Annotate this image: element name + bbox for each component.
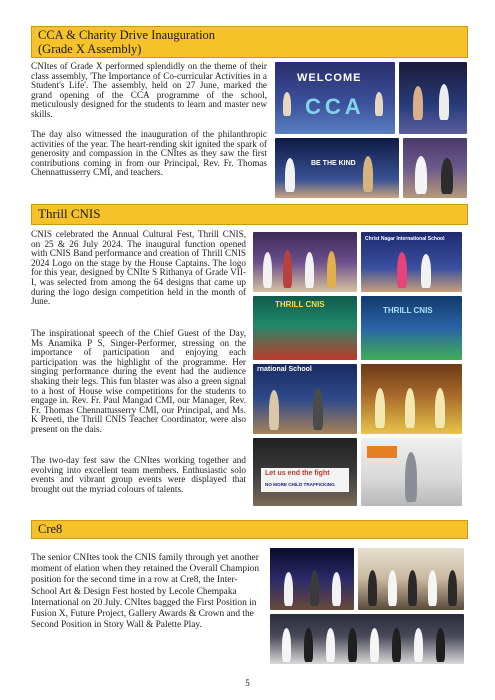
photo-text-be-kind: BE THE KIND (311, 160, 356, 167)
photo-figure (408, 570, 417, 606)
photo-figure (305, 252, 314, 288)
cre8-paragraph: The senior CNItes took the CNIS family through yet another moment of elation when they retained the Overall Champion position for the second time in a row at Cre8, the Inter-School Art & Design Fest hosted by Lecole Chempaka International on 20 July. CNItes bagged the First Position in Fusion X, Future Project, Gallery Awards & Crown and the Second Position in Story Wall & Palette Play. (31, 553, 260, 631)
photo-stage-girls (253, 232, 357, 292)
section-title-cre8: Cre8 (31, 520, 468, 539)
photo-contribution (403, 138, 467, 198)
photo-dance-green (361, 296, 462, 360)
photo-figure (313, 388, 323, 430)
photo-be-kind-skit (275, 138, 399, 198)
photo-figure (405, 452, 417, 502)
photo-figure (436, 628, 445, 662)
photo-figure (405, 388, 415, 428)
photo-figure (375, 92, 383, 116)
photo-figure (375, 388, 385, 428)
photo-text-intl-school: rnational School (257, 366, 312, 373)
photo-team-group (358, 548, 464, 610)
thrill-paragraph-1: CNIS celebrated the Annual Cultural Fest, Thrill CNIS, on 25 & 26 July 2024. The inaugural function opened with CNIS Band performance and creation of Thrill CNIS 2024 Logo on the stage by the House Captains. The logo for this year, designed by CNIte S Rithanya of Grade VII-I, was selected from among the 64 designs that came up during the logo design competition held in the month of June. (31, 229, 246, 307)
cca-paragraph-1: CNItes of Grade X performed splendidly on the theme of their class assembly, 'The Importance of Co-curricular Activities in a Student's Life'. The assembly, held on 27 June, marked the grand opening of the CCA programme of the school, meticulously designed for the students to learn and master new skills. (31, 61, 267, 119)
photo-figure (283, 92, 291, 116)
cre8-photo-collage (270, 548, 464, 664)
photo-figure (370, 628, 379, 662)
photo-stage-welcome (275, 62, 395, 134)
photo-text-school: Christ Nagar International School (365, 236, 445, 242)
photo-figure (363, 156, 373, 192)
photo-figure (282, 628, 291, 662)
photo-dance-red (253, 296, 357, 360)
photo-figure (269, 390, 279, 430)
photo-figure (428, 570, 437, 606)
section-title-cca: CCA & Charity Drive Inauguration (Grade X Assembly) (31, 26, 468, 58)
photo-figure (415, 156, 427, 194)
cca-paragraph-2: The day also witnessed the inauguration of the philanthropic activities of the year. The heart-rending skit ignited the spark of generosity and compassion in the CNItes as they saw the first contributions coming in from our Principal, Rev. Fr. Thomas Chennattusserry CMI, and teachers. (31, 129, 267, 178)
photo-figure (413, 86, 423, 120)
thrill-photo-collage (253, 232, 462, 506)
photo-figure (326, 628, 335, 662)
photo-figure (285, 158, 295, 192)
photo-text-let-us-end: Let us end the fight (265, 470, 330, 477)
photo-figure (414, 628, 423, 662)
photo-wall-sign (367, 446, 397, 458)
photo-figure (304, 628, 313, 662)
photo-text-welcome: WELCOME (297, 72, 362, 84)
photo-performers (399, 62, 467, 134)
photo-figure (439, 84, 449, 120)
thrill-paragraph-3: The two-day fest saw the CNItes working together and evolving into excellent team members. Enthusiastic solo events and vibrant group events were displayed that brought out the myriad colours of talents. (31, 455, 246, 494)
photo-figure (397, 252, 407, 288)
photo-text-thrill-2: THRILL CNIS (383, 306, 433, 315)
cca-photo-collage (275, 62, 467, 198)
photo-figure (435, 388, 445, 428)
photo-figure (368, 570, 377, 606)
photo-figure (283, 250, 292, 288)
photo-skit-stage (253, 364, 357, 434)
page-number: 5 (245, 678, 250, 688)
photo-chief-guest (361, 232, 462, 292)
photo-figure (392, 628, 401, 662)
photo-figure (327, 251, 336, 288)
thrill-paragraph-2: The inspirational speech of the Chief Guest of the Day, Ms Anamika P S, Singer-Performer, stressing on the importance of participation and enjoying each participation was the highlight of the programme. Her singing performance during the event had the audience shaking their legs. This fun blaster was also a green signal to a host of House wise competitions for the students to engage in. Rev. Fr. Paul Mangad CMI, our Manager, Rev. Fr. Thomas Chennattusserry CMI, our Principal, and Ms. K Preeti, the Thrill CNIS Teacher Coordinator, were also present on the dais. (31, 328, 246, 434)
photo-group-performance (361, 364, 462, 434)
photo-figure (448, 570, 457, 606)
photo-trophy-presentation (270, 548, 354, 610)
photo-figure (332, 572, 341, 606)
photo-solo-singer (361, 438, 462, 506)
photo-text-cca: CCA (305, 94, 365, 119)
photo-text-thrill-1: THRILL CNIS (275, 300, 325, 309)
photo-figure (441, 158, 453, 194)
photo-figure (388, 570, 397, 606)
photo-figure (263, 252, 272, 288)
photo-figure (348, 628, 357, 662)
section-title-thrill: Thrill CNIS (31, 204, 468, 225)
photo-banner-skit (253, 438, 357, 506)
photo-text-child-trafficking: NO MORE CHILD TRAFFICKING (265, 482, 335, 487)
photo-champions-group (270, 614, 464, 664)
photo-figure (310, 570, 319, 606)
photo-figure (284, 572, 293, 606)
photo-figure (421, 254, 431, 288)
